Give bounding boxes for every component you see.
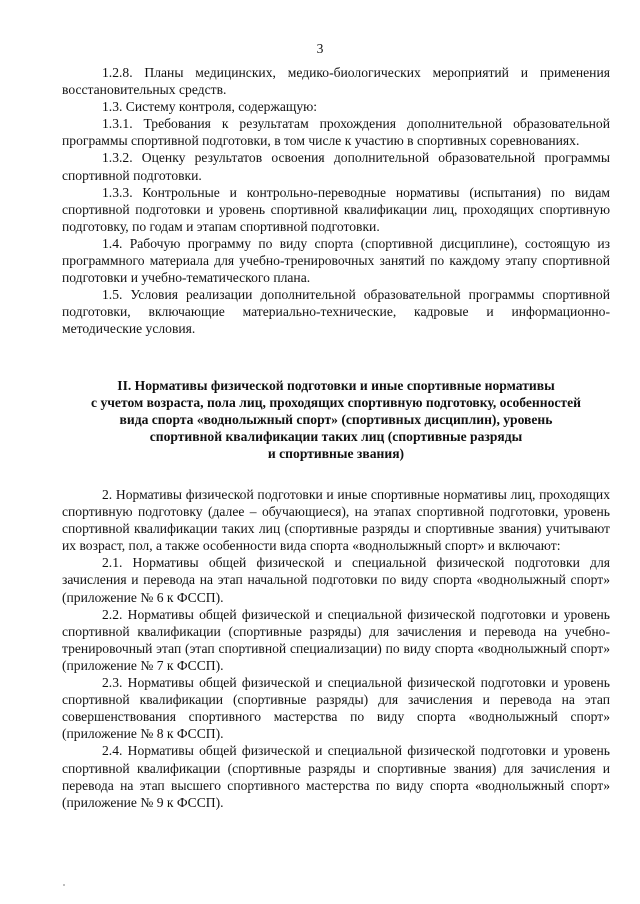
section-title [62,377,610,462]
paragraph-1-3-3: 1.3.3. Контрольные и контрольно-переводные нормативы (испытания) по видам спортивной подготовки и уровень спортивной квалификации лиц, проходящих спортивную подготовку, по годам и этапам спортивной подготовки. [62,184,610,234]
top-section [62,64,610,338]
paragraph-1-2-8: 1.2.8. Планы медицинских, медико-биологических мероприятий и применения восстановительных средств. [62,65,610,98]
section-title-line-4: спортивной квалификации таких лиц (спортивные разряды [149,429,523,445]
section-title-line-3: вида спорта «воднолыжный спорт» (спортивных дисциплин), уровень [119,412,553,428]
paragraph-1-3: 1.3. Систему контроля, содержащую: [102,99,318,115]
paragraph-2: 2. Нормативы физической подготовки и иные спортивные нормативы лиц, проходящих спортивную подготовку (далее – обучающиеся), на этапах спортивной подготовки, уровень спортивной квалификации таких лиц (спортивные разряды и спортивные звания) учитывают их возраст, пол, а также особенности вида спорта «воднолыжный спорт» и включают: [62,487,610,554]
paragraph-1-5: 1.5. Условия реализации дополнительной образовательной программы спортивной подготовки, включающие материально-технические, кадровые и информационно-методические условия. [62,287,610,337]
paragraph-1-4: 1.4. Рабочую программу по виду спорта (спортивной дисциплине), состоящую из программного материала для учебно-тренировочных занятий по каждому этапу спортивной подготовки и учебно-тематического плана. [62,235,610,286]
paragraph-2-1: 2.1. Нормативы общей физической и специальной физической подготовки для зачисления и перевода на этап начальной подготовки по виду спорта «воднолыжный спорт» (приложение № 6 к ФССП). [62,555,610,605]
paragraph-2-3: 2.3. Нормативы общей физической и специальной физической подготовки и уровень спортивной квалификации (спортивные разряды) для зачисления и перевода на этап совершенствования спортивного мастерства по виду спорта «воднолыжный спорт» (приложение № 8 к ФССП). [62,675,610,742]
section-heading [62,377,610,462]
section-title-line-5: и спортивные звания) [267,446,405,462]
bottom-section [62,486,610,811]
scan-speck [63,884,65,886]
paragraph-2-4: 2.4. Нормативы общей физической и специальной физической подготовки и уровень спортивной квалификации (спортивные разряды и спортивные звания) для зачисления и перевода на этап высшего спортивного мастерства по виду спорта «воднолыжный спорт» (приложение № 9 к ФССП). [62,743,610,810]
page-number: 3 [316,41,324,56]
paragraph-2-2: 2.2. Нормативы общей физической и специальной физической подготовки и уровень спортивной квалификации (спортивные разряды) для зачисления и перевода на учебно-тренировочный этап (этап спортивной специализации) по виду спорта «воднолыжный спорт» (приложение № 7 к ФССП). [62,606,610,673]
paragraph-1-3-2: 1.3.2. Оценку результатов освоения дополнительной образовательной программы спортивной подготовки. [62,150,610,183]
section-title-line-2: с учетом возраста, пола лиц, проходящих спортивную подготовку, особенностей [91,395,581,411]
section-title-line-1: II. Нормативы физической подготовки и иные спортивные нормативы [117,378,555,393]
paragraph-1-3-1: 1.3.1. Требования к результатам прохождения дополнительной образовательной программы спортивной подготовки, в том числе к участию в спортивных соревнованиях. [62,116,610,149]
